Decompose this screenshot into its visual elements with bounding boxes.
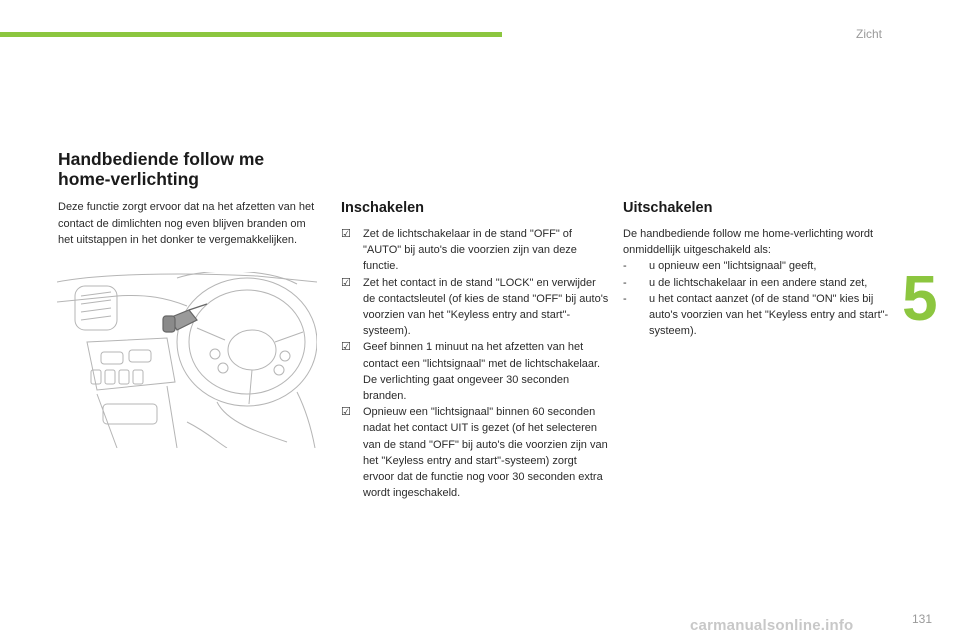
list-item: - u de lichtschakelaar in een andere stand zet, [623, 275, 891, 291]
inschakelen-title: Inschakelen [341, 200, 425, 216]
uitschakelen-column [623, 200, 891, 339]
uitschakelen-intro: De handbediende follow me home-verlichting wordt onmiddellijk uitgeschakeld als: [623, 228, 874, 257]
dashboard-lighting-stalk-illustration [57, 272, 317, 448]
dash-bullet: - [623, 292, 627, 305]
checkbox-bullet-icon: ☑ [341, 276, 351, 289]
page-title [58, 149, 328, 189]
list-item: ☑ Zet het contact in de stand "LOCK" en verwijder de contactsleutel (of kies de stand "OFF" bij auto's voorzien van het "Keyless entry and start"-systeem). [341, 276, 609, 338]
inschakelen-steps [341, 226, 609, 501]
list-item: ☑ Zet de lichtschakelaar in de stand "OFF" of "AUTO" bij auto's die voorzien zijn van deze functie. [341, 228, 577, 273]
list-item: - u het contact aanzet (of de stand "ON" kies bij auto's voorzien van het "Keyless entry and start"-systeem). [623, 292, 889, 338]
page-title-line-2: home-verlichting [58, 169, 199, 189]
list-item: - u opnieuw een "lichtsignaal" geeft, [623, 258, 891, 274]
dash-bullet: - [623, 276, 627, 289]
page-title-line-1: Handbediende follow me [58, 149, 265, 169]
uitschakelen-conditions [623, 258, 891, 339]
page-number: 131 [912, 612, 933, 626]
inschakelen-column [341, 200, 609, 501]
list-item: ☑ Opnieuw een "lichtsignaal" binnen 60 seconden nadat het contact UIT is gezet (of het selecteren van de stand "OFF" bij auto's die voorzien zijn van het "Keyless entry and start"-systeem) zorgt ervoor dat de functie nog voor 30 seconden extra wordt ingeschakeld. [341, 406, 608, 500]
uitschakelen-title: Uitschakelen [623, 200, 713, 216]
header-accent-bar [0, 32, 502, 37]
checkbox-bullet-icon: ☑ [341, 406, 351, 419]
list-item: ☑ Geef binnen 1 minuut na het afzetten van het contact een "lichtsignaal" met de lichtschakelaar. De verlichting gaat ongeveer 30 seconden branden. [341, 341, 601, 403]
checkbox-bullet-icon: ☑ [341, 341, 351, 354]
checkbox-bullet-icon: ☑ [341, 228, 351, 240]
intro-paragraph: Deze functie zorgt ervoor dat na het afzetten van het contact de dimlichten nog even blijven branden om het uitstappen in het donker te vergemakkelijken. [58, 201, 315, 246]
section-name: Zicht [856, 27, 883, 41]
watermark: carmanualsonline.info [690, 617, 854, 634]
chapter-number: 5 [902, 262, 938, 334]
dash-bullet: - [623, 260, 627, 273]
